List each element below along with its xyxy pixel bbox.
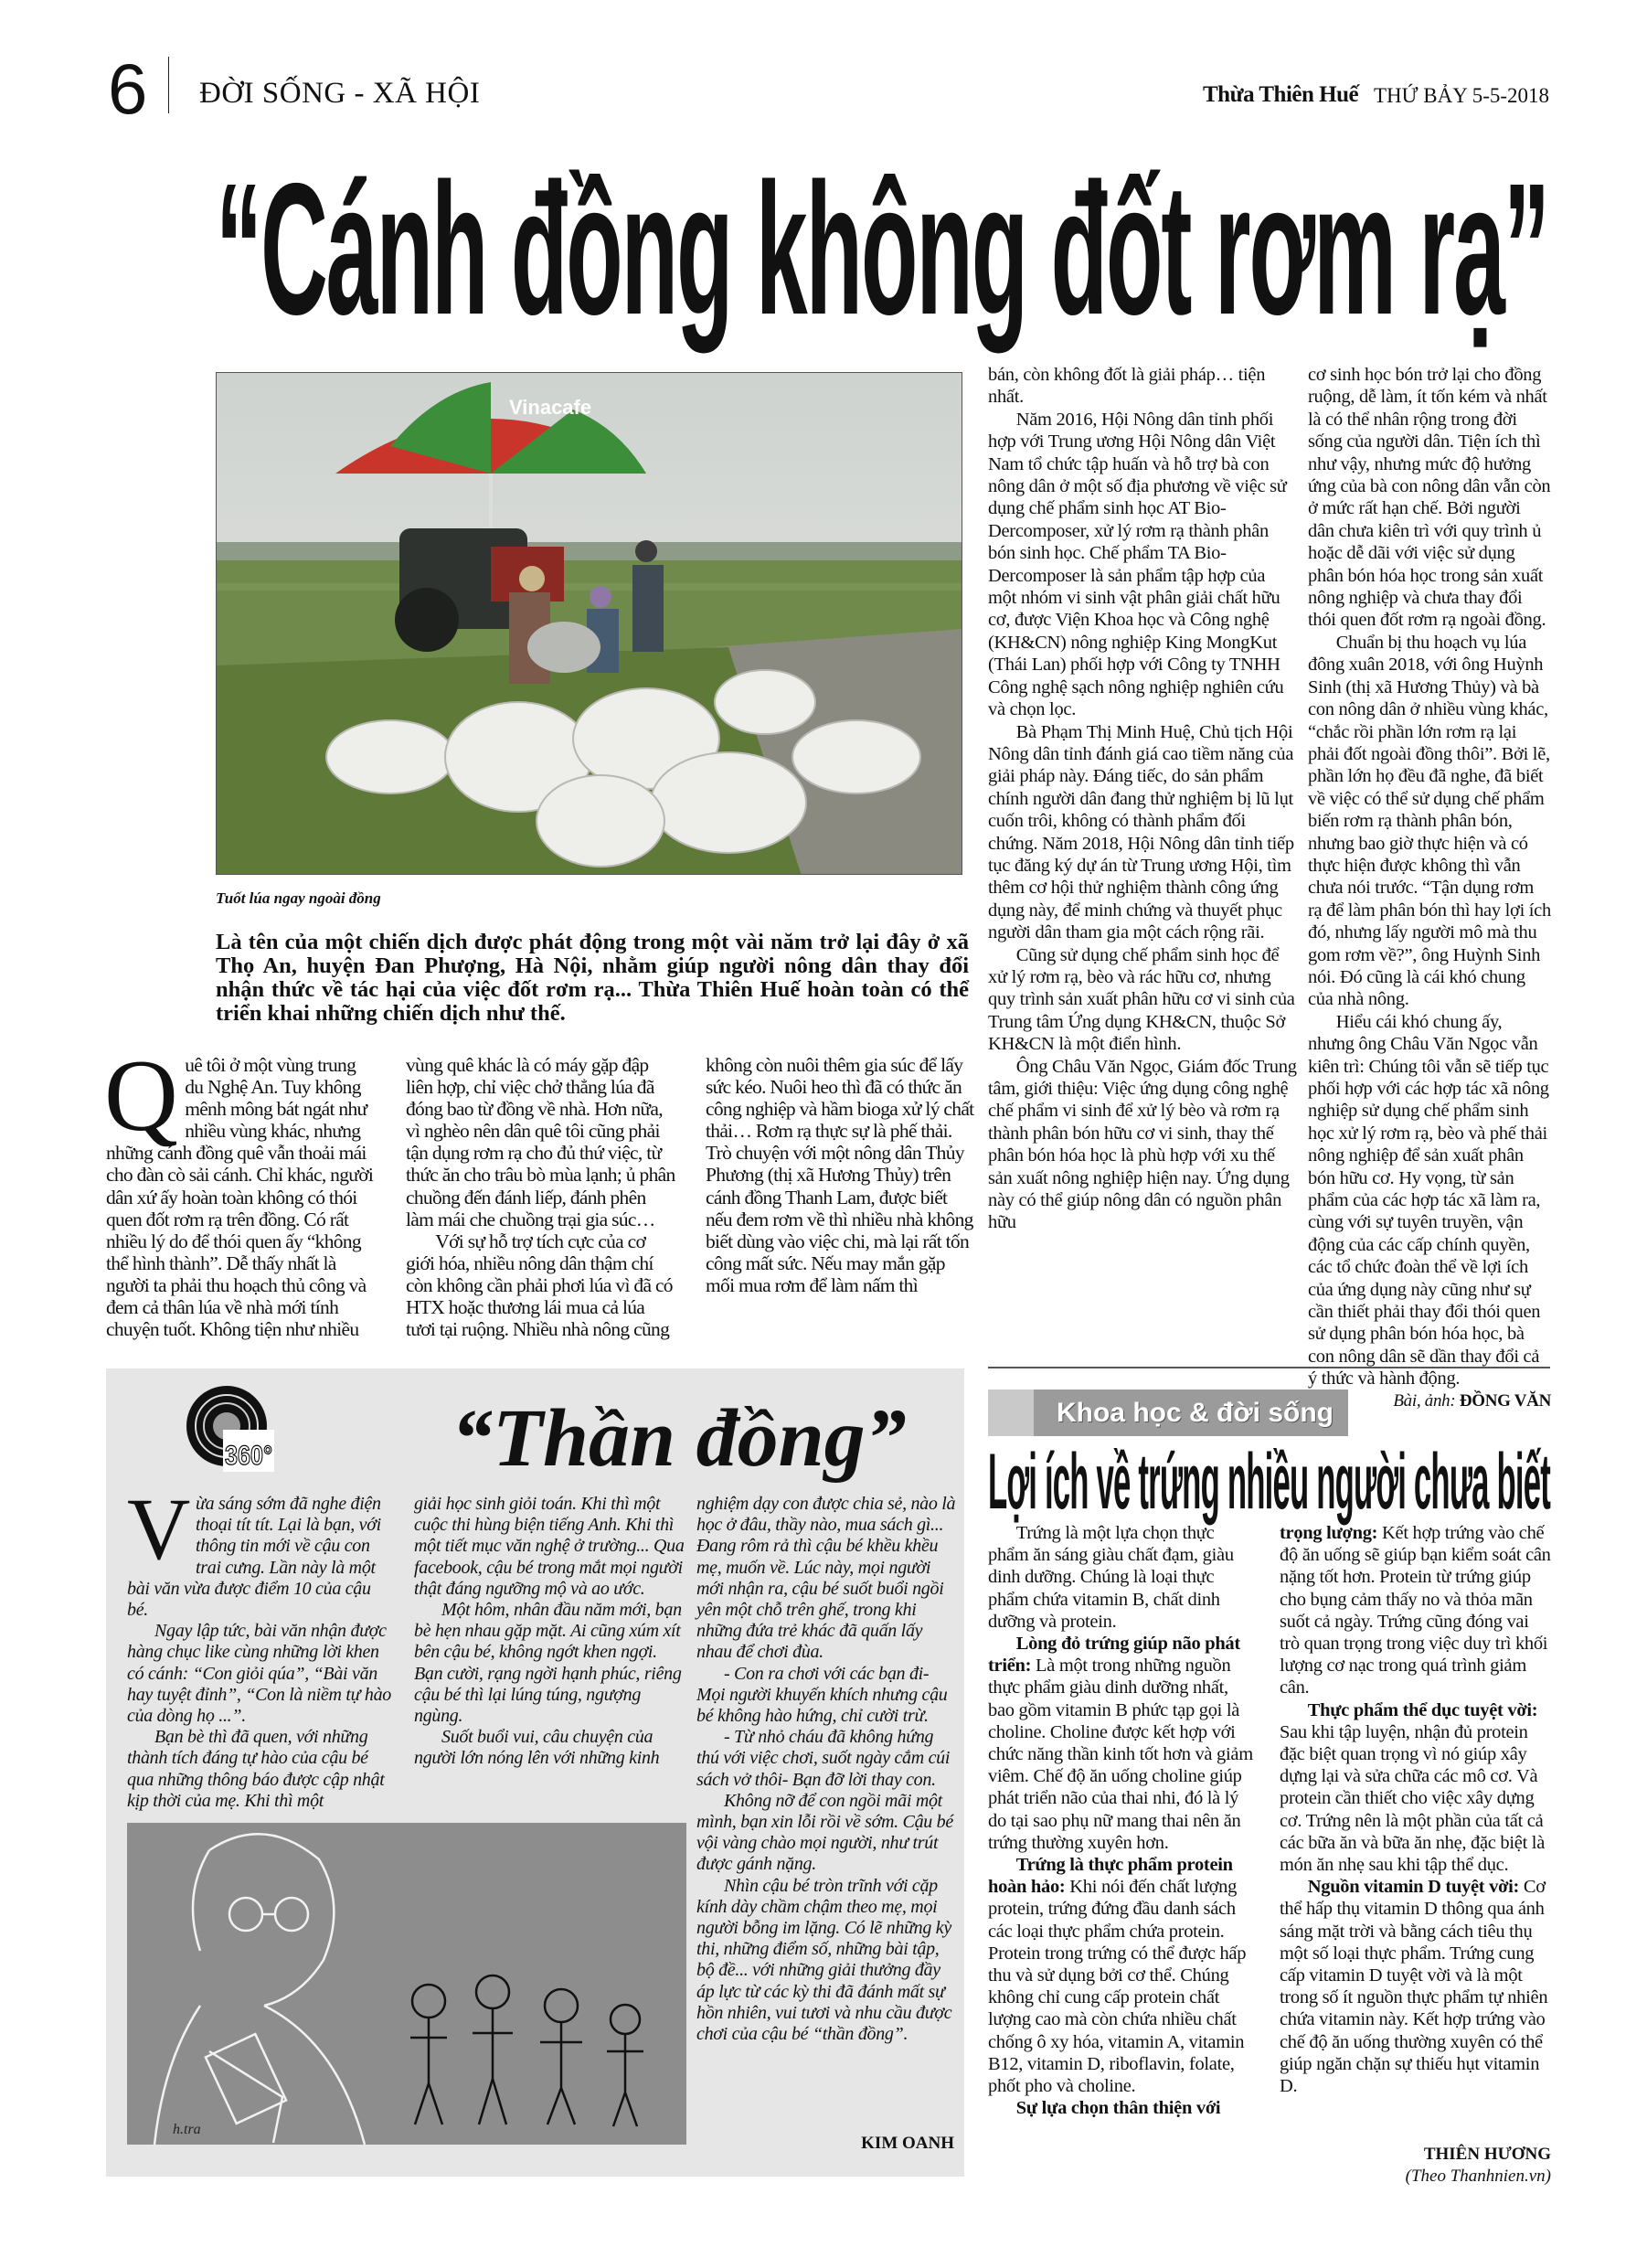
section-label bbox=[988, 1390, 1348, 1436]
drop-cap: Q bbox=[104, 1039, 178, 1153]
column-360-col2 bbox=[414, 1494, 686, 1770]
paragraph-text: Bà Phạm Thị Minh Huệ, Chủ tịch Hội Nông dân tỉnh đánh giá cao tiềm năng của giải pháp này. Đáng tiếc, do sản phẩm chính người dân đang thử nghiệm bị lũ lụt cuốn trôi, không có thành phẩm đối chứng. Năm 2018, Hội Nông dân tỉnh tiếp tục đăng ký dự án từ Trung ương Hội, tìm thêm cơ hội thử nghiệm thành công ứng dụng này, để minh chứng và thuyết phục người dân tham gia một cách rộng rãi. bbox=[988, 721, 1294, 943]
paragraph bbox=[988, 364, 1297, 409]
paragraph bbox=[696, 1791, 957, 1876]
byline-prefix: Bài, ảnh: bbox=[1393, 1390, 1456, 1411]
paragraph-lead: Nguồn vitamin D tuyệt vời: bbox=[1307, 1877, 1520, 1898]
paragraph-text: Trứng là một lựa chọn thực phẩm ăn sáng giàu chất đạm, giàu dinh dưỡng. Chúng là loại thực phẩm chứa vitamin B, chất dinh dưỡng và protein. bbox=[988, 1523, 1234, 1632]
science-title-wrap bbox=[988, 1438, 1647, 1526]
paragraph-text: Một hôm, nhân đầu năm mới, bạn bè hẹn nhau gặp mặt. Ai cũng xúm xít bên cậu bé, không ngớt khen ngợi. Bạn cười, rạng ngời hạnh phúc, riêng cậu bé thì lại lúng túng, ngượng ngùng. bbox=[414, 1600, 682, 1727]
paragraph-text: Cũng sử dụng chế phẩm sinh học để xử lý rơm rạ, bèo và rác hữu cơ, nhưng quy trình sản xuất phân hữu cơ vi sinh của Trung tâm Ứng dụng KH&CN, thuộc Sở KH&CN là một điển hình. bbox=[988, 944, 1295, 1055]
paragraph-text: giải học sinh giỏi toán. Khi thì một cuộc thi hùng biện tiếng Anh. Khi thì một tiết mục văn nghệ ở trường... Qua facebook, cậu bé trong mắt mọi người thật đáng ngưỡng mộ và ao ước. bbox=[414, 1494, 685, 1599]
paragraph bbox=[127, 1621, 392, 1727]
svg-text:Vinacafe: Vinacafe bbox=[509, 396, 592, 419]
headline: “Cánh đồng không đốt rơm rạ” bbox=[216, 144, 1548, 354]
science-col1 bbox=[988, 1522, 1259, 2119]
paragraph-text: Chuẩn bị thu hoạch vụ lúa đông xuân 2018, với ông Huỳnh Sinh (thị xã Hương Thủy) và bà con nông dân ở nhiều vùng khác, “chắc rồi phần lớn rơm rạ lại phải đốt ngoài đồng thôi”. Bởi lẽ, phần lớn họ đều đã nghe, đã biết về việc có thể sử dụng chế phẩm biến rơm rạ thành phân bón, nhưng bao giờ thực hiện và có thực hiện được không thì vẫn chưa nói trước. “Tận dụng rơm rạ để làm phân bón thì hay lợi ích đó, nhưng lấy người mô mà thu gom rơm về?”, ông Huỳnh Sinh nói. Đó cũng là cái khó chung của nhà nông. bbox=[1308, 632, 1551, 1010]
label-accent bbox=[988, 1390, 1034, 1436]
byline-author: ĐỒNG VĂN bbox=[1459, 1390, 1551, 1411]
paragraph-text: cơ sinh học bón trở lại cho đồng ruộng, dễ làm, ít tốn kém và nhất là có thể nhân rộng trong đời sống của người dân. Tiện ích thì như vậy, nhưng mức độ hưởng ứng của bà con nông dân vẫn còn ở mức rất hạn chế. Bởi người dân chưa kiên trì với quy trình ủ hoặc dễ dãi với việc sử dụng phân bón hóa học trong sản xuất nông nghiệp và chưa thay đổi thói quen đốt rơm rạ ngoài đồng. bbox=[1308, 365, 1551, 631]
column-author: KIM OANH bbox=[861, 2134, 954, 2153]
article-intro: Là tên của một chiến dịch được phát động trong một vài năm trở lại đây ở xã Thọ An, huyện Đan Phượng, Hà Nội, nhằm giúp người nông dân thay đổi nhận thức về tác hại của việc đốt rơm rạ... Thừa Thiên Huế hoàn toàn có thể triển khai những chiến dịch như thế. bbox=[216, 930, 969, 1026]
paragraph-text: Khi nói đến chất lượng protein, trứng đứng đầu danh sách các loại thực phẩm chứa protein. Protein trong trứng có thể được hấp thu và sử dụng bởi cơ thể. Chúng không chỉ cung cấp protein chất lượng cao mà còn chứa nhiều chất chống ô xy hóa, vitamin A, vitamin B12, vitamin D, riboflavin, folate, phốt pho và choline. bbox=[988, 1877, 1247, 2097]
paragraph bbox=[988, 1633, 1259, 1854]
cartoon-illustration bbox=[127, 1823, 686, 2145]
paragraph bbox=[1308, 632, 1551, 1011]
paragraph bbox=[988, 721, 1297, 944]
svg-text:h.tra: h.tra bbox=[173, 2122, 201, 2137]
science-source: (Theo Thanhnien.vn) bbox=[1405, 2167, 1551, 2186]
newspaper-name: Thừa Thiên Huế bbox=[1203, 82, 1359, 107]
paragraph-text: Hiểu cái khó chung ấy, nhưng ông Châu Văn Ngọc vẫn kiên trì: Chúng tôi vẫn sẽ tiếp tục phối hợp với các hợp tác xã nông nghiệp sử dụng chế phẩm sinh học xử lý rơm rạ, bèo và phế thải nông nghiệp để sản xuất phân bón hữu cơ. Hy vọng, từ sản phẩm của các hợp tác xã làm ra, cùng với sự tuyên truyền, vận động của các cấp chính quyền, các tổ chức đoàn thể về lợi ích của ứng dụng này cũng như sự cần thiết phải thay đổi thói quen sử dụng phân bón hóa học, bà con nông dân sẽ dần thay đổi cả ý thức và hành động. bbox=[1308, 1011, 1549, 1390]
paragraph-text: - Từ nhỏ cháu đã không hứng thú với việc chơi, suốt ngày cắm cúi sách vở thôi- Bạn đỡ lời thay con. bbox=[696, 1727, 951, 1790]
paragraph-text: nghiệm dạy con được chia sẻ, nào là học ở đâu, thầy nào, mua sách gì... Đang rôm rả thì cậu bé khều khều mẹ, muốn về. Lúc này, mọi người mới nhận ra, cậu bé suốt buổi ngồi yên một chỗ trên ghế, trong khi những đứa trẻ khác đã quấn lấy nhau để chơi đùa. bbox=[696, 1494, 956, 1663]
paragraph bbox=[988, 1854, 1259, 2097]
paragraph-text: Ngay lập tức, bài văn nhận được hàng chục like cùng những lời khen có cánh: “Con giỏi qúa”, “Bài văn hay tuyệt đỉnh”, “Con là niềm tự hào của dòng họ ...”. bbox=[127, 1621, 391, 1727]
paragraph-text: Ông Châu Văn Ngọc, Giám đốc Trung tâm, giới thiệu: Việc ứng dụng công nghệ chế phẩm vi sinh để xử lý bèo và rơm rạ thành phân bón hữu cơ vi sinh, thay thế phân bón hóa học là phù hợp với xu thế sản xuất nông nghiệp hiện nay. Ứng dụng này có thể giúp nông dân có nguồn phân hữu bbox=[988, 1056, 1297, 1233]
article-body-col4 bbox=[1308, 364, 1551, 1412]
paragraph-text: Bạn bè thì đã quen, với những thành tích đáng tự hào của cậu bé qua những thông báo được cập nhật kịp thời của mẹ. Khi thì một bbox=[127, 1727, 385, 1811]
headline-wrap bbox=[216, 144, 1647, 354]
360-logo-icon bbox=[183, 1382, 278, 1474]
paragraph bbox=[988, 2097, 1259, 2119]
drop-cap: V bbox=[127, 1480, 191, 1578]
paragraph-lead: trọng lượng: bbox=[1280, 1523, 1378, 1543]
science-title: Lợi ích về trứng nhiều người chưa biết bbox=[988, 1438, 1550, 1526]
section-divider bbox=[988, 1367, 1550, 1368]
paragraph-text: ừa sáng sớm đã nghe điện thoại tít tít. Lại là bạn, với thông tin mới về cậu con trai cưng. Lần này là một bài văn vừa được điểm 10 của cậu bé. bbox=[127, 1494, 381, 1621]
photo-caption: Tuốt lúa ngay ngoài đồng bbox=[216, 889, 381, 907]
section-title: ĐỜI SỐNG - XÃ HỘI bbox=[199, 77, 481, 110]
column-360-col1 bbox=[127, 1480, 392, 1812]
article-body-col3 bbox=[988, 364, 1297, 1234]
paragraph bbox=[1280, 1699, 1551, 1877]
paragraph bbox=[988, 1056, 1297, 1234]
paragraph bbox=[1308, 1011, 1551, 1390]
column-title: “Thần đồng” bbox=[452, 1393, 907, 1484]
paragraph-text: Nhìn cậu bé tròn trĩnh với cặp kính dày chầm chậm theo mẹ, mọi người bỗng im lặng. Có lẽ những kỳ thi, những điểm số, những bài tập, bộ đề... với những giải thưởng đầy áp lực từ các kỳ thi đã đánh mất sự hồn nhiên, vui tươi và nhu cầu được chơi của cậu bé “thần đồng”. bbox=[696, 1875, 952, 2045]
article-body-left bbox=[104, 1039, 976, 1347]
paragraph-text: Kết hợp trứng vào chế độ ăn uống sẽ giúp bạn kiểm soát cân nặng tốt hơn. Protein từ trứng giúp cho bụng cảm thấy no và thỏa mãn suốt cả ngày. Trứng cũng đóng vai trò quan trọng trong việc duy trì khối lượng cơ nạc trong quá trình giảm cân. bbox=[1280, 1523, 1551, 1698]
paragraph bbox=[127, 1727, 392, 1812]
paragraph bbox=[988, 944, 1297, 1056]
paragraph-text: Với sự hỗ trợ tích cực của cơ giới hóa, nhiều nông dân thậm chí còn không cần phải phơi lúa vì đã có HTX hoặc thương lái mua cả lúa tươi tại ruộng. Nhiều nhà nông cũng không còn nuôi thêm gia súc để lấy sức kéo. Nuôi heo thì đã có thức ăn công nghiệp và hầm bioga xử lý chất thải… Rơm rạ thực sự là phế thải. Trò chuyện với một nông dân Thủy Phương (thị xã Hương Thủy) trên cánh đồng Thanh Lam, được biết nếu đem rơm về thì nhiều nhà không biết dùng vào việc chi, mà lại rất tốn công mất sức. Nếu may mắn gặp mối mua rơm để làm nấm thì bbox=[406, 1054, 974, 1341]
paragraph bbox=[696, 1727, 957, 1791]
paragraph-lead: Trứng là thực phẩm protein hoàn hảo: bbox=[988, 1855, 1233, 1898]
paragraph-text: uê tôi ở một vùng trung du Nghệ An. Tuy không mênh mông bát ngát như nhiều vùng khác, nhưng những cánh đồng quê vẫn thoải mái cho đàn cò sải cánh. Chỉ khác, người dân xứ ấy hoàn toàn không có thói quen đốt rơm rạ trên đồng. Có rất nhiều lý do để thói quen ấy “không thể hình thành”. Dễ thấy nhất là người ta phải thu hoạch thủ công và đem cả thân lúa về nhà mới tính chuyện tuốt. Không tiện như nhiều vùng quê khác là có máy gặp đập liên hợp, chỉ việc chở thẳng lúa đã đóng bao từ đồng về nhà. Hơn nữa, vì nghèo nên dân quê tôi cũng phải tận dụng rơm rạ cho đủ thứ việc, từ thức ăn cho trâu bò mùa lạnh; ủ phân chuồng đến đánh liếp, đánh phên làm mái che chuồng trại gia súc… bbox=[106, 1054, 675, 1341]
paragraph-text: Cơ thể hấp thụ vitamin D thông qua ánh sáng mặt trời và bằng cách tiêu thụ một số loại thực phẩm. Trứng cung cấp vitamin D tuyệt vời và là một trong số ít nguồn thực phẩm tự nhiên chứa vitamin này. Kết hợp trứng vào chế độ ăn uống thường xuyên có thể giúp ngăn chặn sự thiếu hụt vitamin D. bbox=[1280, 1877, 1548, 2097]
paragraph bbox=[1280, 1522, 1551, 1699]
science-author: THIÊN HƯƠNG bbox=[1423, 2145, 1551, 2164]
section-label-text: Khoa học & đời sống bbox=[1057, 1398, 1334, 1428]
farm-photo-image bbox=[217, 373, 962, 875]
issue-date: THỨ BẢY 5-5-2018 bbox=[1374, 84, 1550, 107]
paragraph bbox=[1308, 364, 1551, 632]
paragraph-text: Sau khi tập luyện, nhận đủ protein đặc biệt quan trọng vì nó giúp xây dựng lại và sửa chữa các mô cơ. Và protein cần thiết cho việc xây dựng cơ. Trứng nên là một phần của tất cả các bữa ăn và bữa ăn nhẹ, đặc biệt là món ăn nhẹ sau khi tập thể dục. bbox=[1280, 1721, 1545, 1876]
paragraph-text: Năm 2016, Hội Nông dân tỉnh phối hợp với Trung ương Hội Nông dân Việt Nam tổ chức tập huấn và hỗ trợ bà con nông dân ở một số địa phương về việc sử dụng chế phẩm sinh học AT Bio-Dercomposer, xử lý rơm rạ thành phân bón sinh học. Chế phẩm TA Bio-Dercomposer là sản phẩm tập hợp của một nhóm vi sinh vật phân giải chất hữu cơ, được Viện Khoa học và Công nghệ (KH&CN) nông nghiệp King MongKut (Thái Lan) phối hợp với Công ty TNHH Công nghệ sạch nông nghiệp nghiên cứu và chọn lọc. bbox=[988, 409, 1287, 720]
paragraph bbox=[1280, 1876, 1551, 2097]
science-col2 bbox=[1280, 1522, 1551, 2097]
paragraph bbox=[696, 1664, 957, 1728]
paragraph bbox=[696, 1876, 957, 2046]
column-360-col3 bbox=[696, 1494, 957, 2045]
article-photo bbox=[216, 372, 962, 875]
paragraph bbox=[414, 1494, 686, 1600]
paragraph-lead: Sự lựa chọn thân thiện với bbox=[1015, 2098, 1221, 2119]
paragraph bbox=[696, 1494, 957, 1664]
paragraph bbox=[988, 409, 1297, 721]
paragraph-lead: Thực phẩm thể dục tuyệt vời: bbox=[1307, 1699, 1538, 1720]
paragraph-text: - Con ra chơi với các bạn đi- Mọi người khuyến khích nhưng cậu bé không hào hứng, chỉ cười trừ. bbox=[696, 1663, 948, 1727]
paragraph-lead: Lòng đỏ trứng giúp não phát triển: bbox=[988, 1634, 1240, 1677]
header-divider bbox=[168, 57, 169, 113]
paragraph-text: Suốt buổi vui, câu chuyện của người lớn nóng lên với những kinh bbox=[414, 1727, 660, 1769]
paragraph-text: bán, còn không đốt là giải pháp… tiện nhất. bbox=[988, 365, 1266, 408]
paragraph bbox=[988, 1522, 1259, 1633]
paragraph bbox=[414, 1600, 686, 1727]
page-number: 6 bbox=[108, 48, 148, 129]
paragraph-text: Không nỡ để con ngồi mãi một mình, bạn xin lỗi rồi về sớm. Cậu bé vội vàng chào mọi người, như trút được gánh nặng. bbox=[696, 1790, 953, 1875]
paragraph bbox=[414, 1727, 686, 1769]
svg-text:360°: 360° bbox=[225, 1441, 272, 1471]
paragraph-text: Là một trong những nguồn thực phẩm giàu dinh dưỡng nhất, bao gồm vitamin B phức tạp gọi là choline. Choline được kết hợp với chức năng thần kinh tốt hơn và giảm viêm. Chế độ ăn uống choline giúp phát triển não của thai nhi, đó là lý do tại sao phụ nữ mang thai nên ăn trứng thường xuyên hơn. bbox=[988, 1656, 1253, 1853]
